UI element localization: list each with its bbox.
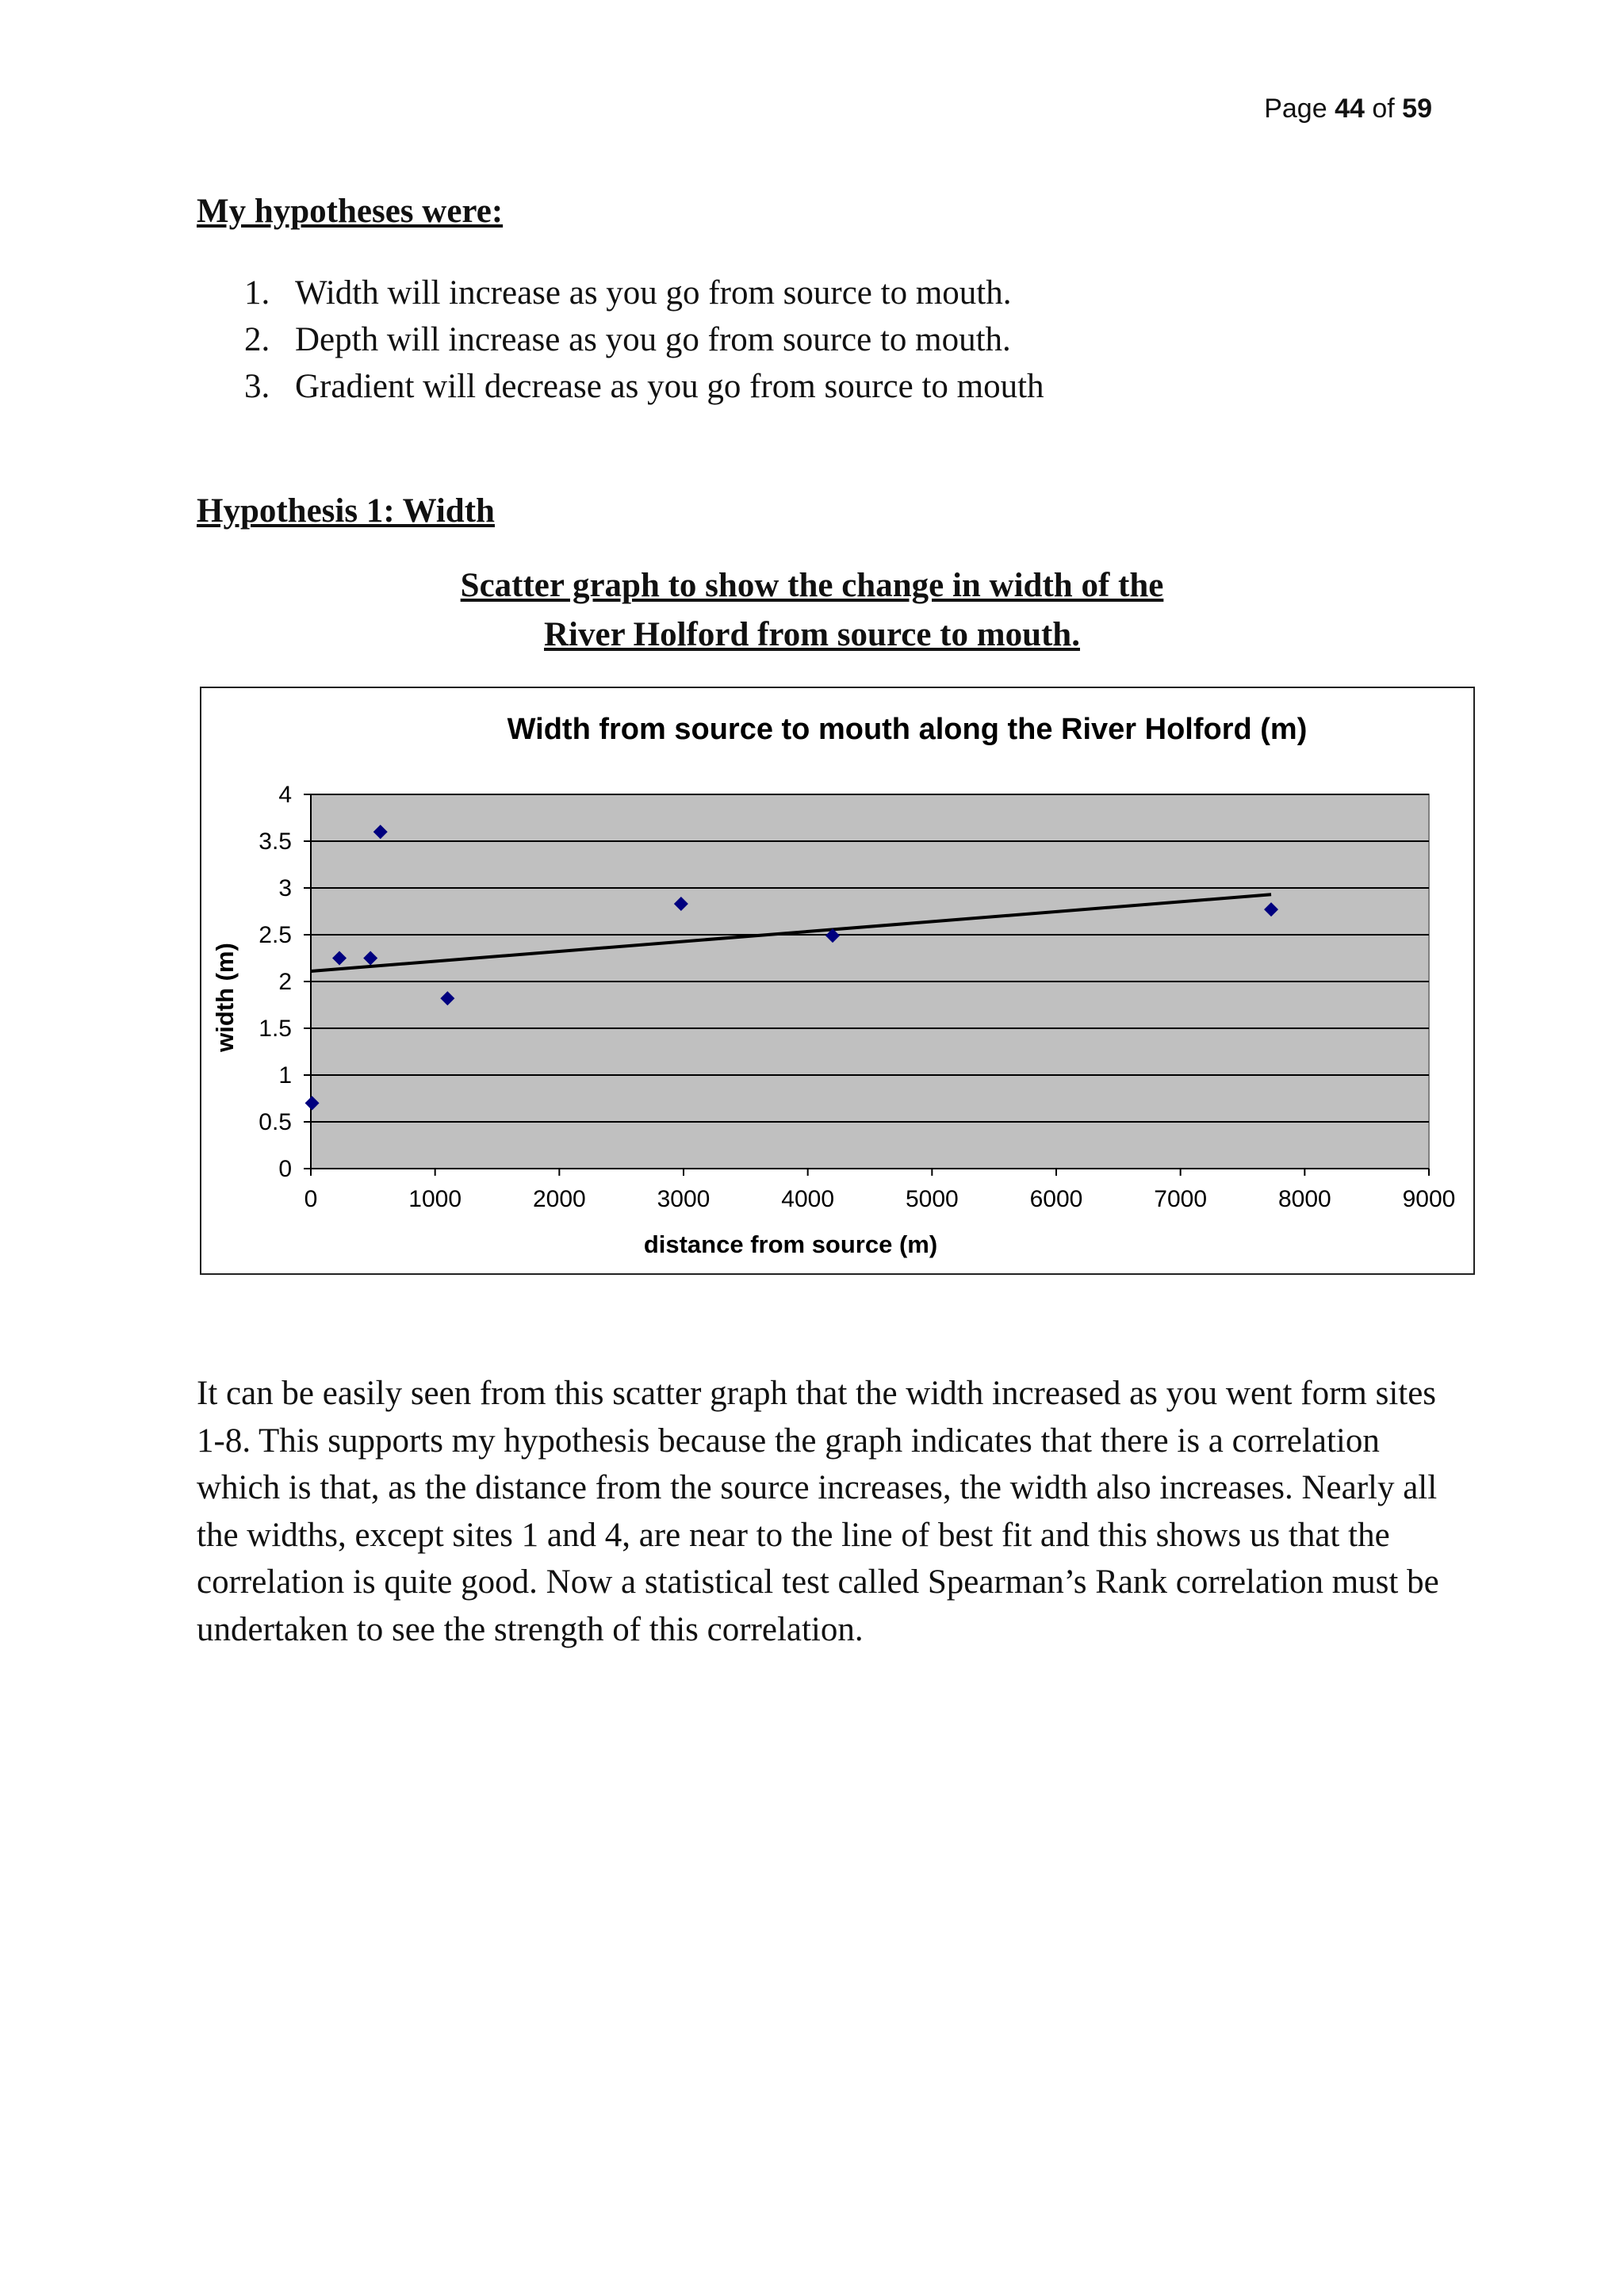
x-tick-label: 2000 <box>532 1186 586 1212</box>
y-tick-label: 1 <box>278 1062 292 1089</box>
hypotheses-list <box>244 270 1044 410</box>
y-tick-label: 0.5 <box>259 1109 292 1135</box>
section-heading: Hypothesis 1: Width <box>197 492 495 530</box>
x-tick-label: 4000 <box>781 1186 835 1212</box>
page-current: 44 <box>1335 94 1365 124</box>
y-tick-label: 1.5 <box>259 1016 292 1042</box>
y-tick-label: 0 <box>278 1156 292 1182</box>
list-item <box>244 316 1044 363</box>
graph-caption-line-1: Scatter graph to show the change in width of the <box>460 567 1164 604</box>
x-tick-label: 9000 <box>1402 1186 1456 1212</box>
x-tick-label: 6000 <box>1029 1186 1083 1212</box>
x-tick-label: 8000 <box>1277 1186 1331 1212</box>
y-tick-label: 3.5 <box>259 828 292 855</box>
hypotheses-heading: My hypotheses were: <box>197 193 504 230</box>
y-tick-label: 2.5 <box>259 922 292 948</box>
list-item-text: Depth will increase as you go from source to mouth. <box>295 321 1011 358</box>
body-paragraph: It can be easily seen from this scatter graph that the width increased as you went form sites 1-8. This supports my hypothesis because the graph indicates that there is a correlation which is that, as the distance from the source increases, the width also increases. Nearly all the widths, except sites 1 and 4, are near to the line of best fit and this shows us that the correlation is quite good. Now a statistical test called Spearman’s Rank correlation must be undertaken to see the strength of this correlation. <box>197 1375 1439 1648</box>
page-total: 59 <box>1402 94 1432 124</box>
list-item-number: 3. <box>244 368 270 405</box>
graph-caption <box>0 561 1624 660</box>
page-number <box>1264 94 1432 124</box>
chart-title: Width from source to mouth along the River Holford (m) <box>507 713 1308 746</box>
x-tick-label: 3000 <box>657 1186 710 1212</box>
page-prefix: Page <box>1264 94 1327 124</box>
graph-caption-line-2: River Holford from source to mouth. <box>544 616 1080 653</box>
list-item-text: Width will increase as you go from source to mouth. <box>295 274 1012 312</box>
x-tick-label: 0 <box>304 1186 318 1212</box>
list-item-text: Gradient will decrease as you go from source to mouth <box>295 368 1044 405</box>
x-axis-label: distance from source (m) <box>643 1230 938 1258</box>
y-tick-label: 2 <box>278 969 292 995</box>
page-of: of <box>1372 94 1395 124</box>
y-tick-label: 4 <box>278 782 292 808</box>
list-item-number: 1. <box>244 274 270 312</box>
chart-frame <box>200 687 1475 1275</box>
x-tick-label: 1000 <box>408 1186 462 1212</box>
y-tick-label: 3 <box>278 875 292 901</box>
body-paragraph-block <box>197 1370 1442 1653</box>
list-item <box>244 270 1044 316</box>
y-axis-label: width (m) <box>211 943 239 1052</box>
x-tick-label: 5000 <box>905 1186 959 1212</box>
scatter-chart <box>201 688 1473 1273</box>
list-item <box>244 363 1044 410</box>
list-item-number: 2. <box>244 321 270 358</box>
x-tick-label: 7000 <box>1154 1186 1208 1212</box>
